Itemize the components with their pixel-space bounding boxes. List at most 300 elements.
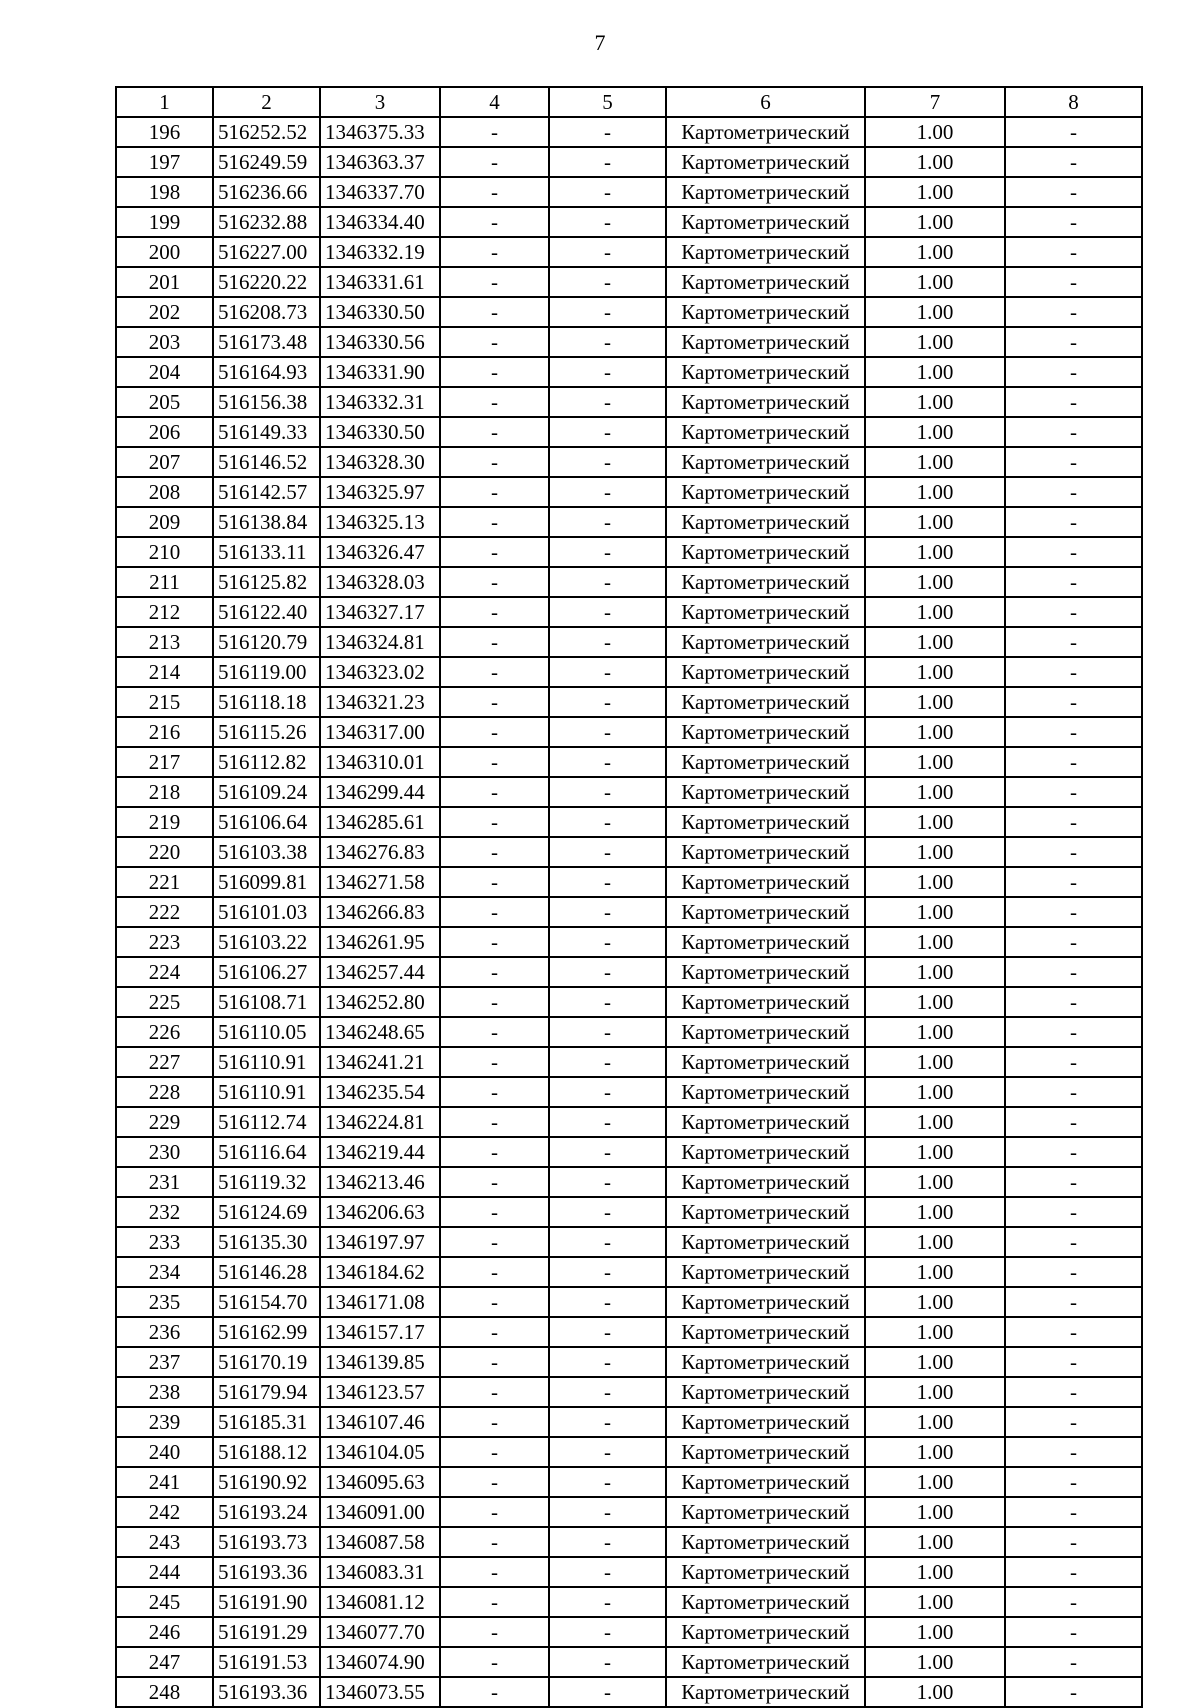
- y-coordinate-cell: 1346330.56: [320, 327, 440, 357]
- point-number-cell: 244: [116, 1557, 213, 1587]
- accuracy-cell: 1.00: [865, 897, 1005, 927]
- column-header: 1: [116, 87, 213, 117]
- col4-cell: -: [440, 657, 549, 687]
- method-cell: Картометрический: [666, 717, 865, 747]
- point-number-cell: 238: [116, 1377, 213, 1407]
- point-number-cell: 203: [116, 327, 213, 357]
- method-cell: Картометрический: [666, 1557, 865, 1587]
- table-row: [116, 357, 1142, 387]
- accuracy-cell: 1.00: [865, 237, 1005, 267]
- x-coordinate-cell: 516115.26: [213, 717, 320, 747]
- point-number-cell: 220: [116, 837, 213, 867]
- table-row: [116, 1107, 1142, 1137]
- col4-cell: -: [440, 1047, 549, 1077]
- col5-cell: -: [549, 1437, 666, 1467]
- y-coordinate-cell: 1346083.31: [320, 1557, 440, 1587]
- x-coordinate-cell: 516252.52: [213, 117, 320, 147]
- accuracy-cell: 1.00: [865, 117, 1005, 147]
- col5-cell: -: [549, 387, 666, 417]
- accuracy-cell: 1.00: [865, 357, 1005, 387]
- col4-cell: -: [440, 267, 549, 297]
- y-coordinate-cell: 1346375.33: [320, 117, 440, 147]
- col4-cell: -: [440, 597, 549, 627]
- col8-cell: -: [1005, 567, 1142, 597]
- point-number-cell: 232: [116, 1197, 213, 1227]
- point-number-cell: 242: [116, 1497, 213, 1527]
- table-row: [116, 687, 1142, 717]
- y-coordinate-cell: 1346087.58: [320, 1527, 440, 1557]
- col4-cell: -: [440, 1617, 549, 1647]
- method-cell: Картометрический: [666, 1587, 865, 1617]
- accuracy-cell: 1.00: [865, 327, 1005, 357]
- method-cell: Картометрический: [666, 1077, 865, 1107]
- accuracy-cell: 1.00: [865, 927, 1005, 957]
- method-cell: Картометрический: [666, 1197, 865, 1227]
- col4-cell: -: [440, 1497, 549, 1527]
- col5-cell: -: [549, 1017, 666, 1047]
- point-number-cell: 246: [116, 1617, 213, 1647]
- accuracy-cell: 1.00: [865, 297, 1005, 327]
- y-coordinate-cell: 1346323.02: [320, 657, 440, 687]
- col5-cell: -: [549, 1077, 666, 1107]
- y-coordinate-cell: 1346271.58: [320, 867, 440, 897]
- col4-cell: -: [440, 1557, 549, 1587]
- col8-cell: -: [1005, 927, 1142, 957]
- accuracy-cell: 1.00: [865, 1227, 1005, 1257]
- y-coordinate-cell: 1346363.37: [320, 147, 440, 177]
- point-number-cell: 218: [116, 777, 213, 807]
- col5-cell: -: [549, 807, 666, 837]
- method-cell: Картометрический: [666, 777, 865, 807]
- accuracy-cell: 1.00: [865, 1437, 1005, 1467]
- accuracy-cell: 1.00: [865, 987, 1005, 1017]
- column-header: 4: [440, 87, 549, 117]
- accuracy-cell: 1.00: [865, 1317, 1005, 1347]
- point-number-cell: 211: [116, 567, 213, 597]
- accuracy-cell: 1.00: [865, 1377, 1005, 1407]
- col4-cell: -: [440, 1197, 549, 1227]
- y-coordinate-cell: 1346107.46: [320, 1407, 440, 1437]
- table-row: [116, 267, 1142, 297]
- col8-cell: -: [1005, 1677, 1142, 1707]
- y-coordinate-cell: 1346285.61: [320, 807, 440, 837]
- accuracy-cell: 1.00: [865, 537, 1005, 567]
- x-coordinate-cell: 516109.24: [213, 777, 320, 807]
- column-header: 8: [1005, 87, 1142, 117]
- col8-cell: -: [1005, 537, 1142, 567]
- col4-cell: -: [440, 1347, 549, 1377]
- col5-cell: -: [549, 717, 666, 747]
- col8-cell: -: [1005, 1587, 1142, 1617]
- method-cell: Картометрический: [666, 1677, 865, 1707]
- table-row: [116, 447, 1142, 477]
- y-coordinate-cell: 1346248.65: [320, 1017, 440, 1047]
- table-row: [116, 777, 1142, 807]
- col5-cell: -: [549, 1497, 666, 1527]
- x-coordinate-cell: 516249.59: [213, 147, 320, 177]
- table-row: [116, 1017, 1142, 1047]
- method-cell: Картометрический: [666, 267, 865, 297]
- col4-cell: -: [440, 717, 549, 747]
- table-row: [116, 1257, 1142, 1287]
- point-number-cell: 212: [116, 597, 213, 627]
- x-coordinate-cell: 516125.82: [213, 567, 320, 597]
- method-cell: Картометрический: [666, 477, 865, 507]
- y-coordinate-cell: 1346241.21: [320, 1047, 440, 1077]
- y-coordinate-cell: 1346332.31: [320, 387, 440, 417]
- accuracy-cell: 1.00: [865, 957, 1005, 987]
- y-coordinate-cell: 1346257.44: [320, 957, 440, 987]
- col8-cell: -: [1005, 417, 1142, 447]
- point-number-cell: 216: [116, 717, 213, 747]
- col8-cell: -: [1005, 987, 1142, 1017]
- x-coordinate-cell: 516236.66: [213, 177, 320, 207]
- x-coordinate-cell: 516162.99: [213, 1317, 320, 1347]
- col5-cell: -: [549, 1047, 666, 1077]
- point-number-cell: 219: [116, 807, 213, 837]
- table-row: [116, 957, 1142, 987]
- table-row: [116, 1437, 1142, 1467]
- column-header: 3: [320, 87, 440, 117]
- x-coordinate-cell: 516103.22: [213, 927, 320, 957]
- x-coordinate-cell: 516193.24: [213, 1497, 320, 1527]
- method-cell: Картометрический: [666, 1137, 865, 1167]
- x-coordinate-cell: 516112.82: [213, 747, 320, 777]
- method-cell: Картометрический: [666, 207, 865, 237]
- y-coordinate-cell: 1346310.01: [320, 747, 440, 777]
- accuracy-cell: 1.00: [865, 417, 1005, 447]
- col5-cell: -: [549, 297, 666, 327]
- table-row: [116, 537, 1142, 567]
- y-coordinate-cell: 1346332.19: [320, 237, 440, 267]
- col5-cell: -: [549, 597, 666, 627]
- point-number-cell: 197: [116, 147, 213, 177]
- col8-cell: -: [1005, 657, 1142, 687]
- table-row: [116, 1557, 1142, 1587]
- accuracy-cell: 1.00: [865, 207, 1005, 237]
- table-row: [116, 507, 1142, 537]
- col8-cell: -: [1005, 867, 1142, 897]
- y-coordinate-cell: 1346206.63: [320, 1197, 440, 1227]
- x-coordinate-cell: 516106.64: [213, 807, 320, 837]
- col8-cell: -: [1005, 357, 1142, 387]
- col5-cell: -: [549, 1257, 666, 1287]
- table-row: [116, 1077, 1142, 1107]
- accuracy-cell: 1.00: [865, 1167, 1005, 1197]
- x-coordinate-cell: 516119.32: [213, 1167, 320, 1197]
- x-coordinate-cell: 516193.36: [213, 1677, 320, 1707]
- accuracy-cell: 1.00: [865, 1677, 1005, 1707]
- col4-cell: -: [440, 357, 549, 387]
- point-number-cell: 202: [116, 297, 213, 327]
- y-coordinate-cell: 1346081.12: [320, 1587, 440, 1617]
- col5-cell: -: [549, 177, 666, 207]
- table-header: [116, 87, 1142, 117]
- table-row: [116, 897, 1142, 927]
- method-cell: Картометрический: [666, 357, 865, 387]
- col5-cell: -: [549, 327, 666, 357]
- point-number-cell: 201: [116, 267, 213, 297]
- col4-cell: -: [440, 207, 549, 237]
- accuracy-cell: 1.00: [865, 1047, 1005, 1077]
- table-row: [116, 1047, 1142, 1077]
- y-coordinate-cell: 1346157.17: [320, 1317, 440, 1347]
- col5-cell: -: [549, 1227, 666, 1257]
- col5-cell: -: [549, 117, 666, 147]
- table-row: [116, 1497, 1142, 1527]
- table-body: [116, 117, 1142, 1707]
- point-number-cell: 206: [116, 417, 213, 447]
- method-cell: Картометрический: [666, 1437, 865, 1467]
- point-number-cell: 243: [116, 1527, 213, 1557]
- point-number-cell: 209: [116, 507, 213, 537]
- method-cell: Картометрический: [666, 687, 865, 717]
- point-number-cell: 225: [116, 987, 213, 1017]
- y-coordinate-cell: 1346235.54: [320, 1077, 440, 1107]
- method-cell: Картометрический: [666, 927, 865, 957]
- x-coordinate-cell: 516188.12: [213, 1437, 320, 1467]
- x-coordinate-cell: 516101.03: [213, 897, 320, 927]
- column-header: 6: [666, 87, 865, 117]
- point-number-cell: 205: [116, 387, 213, 417]
- point-number-cell: 210: [116, 537, 213, 567]
- accuracy-cell: 1.00: [865, 177, 1005, 207]
- point-number-cell: 224: [116, 957, 213, 987]
- table-row: [116, 147, 1142, 177]
- col4-cell: -: [440, 1587, 549, 1617]
- x-coordinate-cell: 516110.91: [213, 1047, 320, 1077]
- table-row: [116, 1317, 1142, 1347]
- col8-cell: -: [1005, 837, 1142, 867]
- table-row: [116, 1377, 1142, 1407]
- col4-cell: -: [440, 747, 549, 777]
- y-coordinate-cell: 1346184.62: [320, 1257, 440, 1287]
- col4-cell: -: [440, 1077, 549, 1107]
- col5-cell: -: [549, 867, 666, 897]
- y-coordinate-cell: 1346091.00: [320, 1497, 440, 1527]
- table-row: [116, 1467, 1142, 1497]
- method-cell: Картометрический: [666, 567, 865, 597]
- col8-cell: -: [1005, 327, 1142, 357]
- column-header: 5: [549, 87, 666, 117]
- col4-cell: -: [440, 957, 549, 987]
- y-coordinate-cell: 1346325.97: [320, 477, 440, 507]
- col5-cell: -: [549, 477, 666, 507]
- method-cell: Картометрический: [666, 837, 865, 867]
- col8-cell: -: [1005, 1527, 1142, 1557]
- x-coordinate-cell: 516146.28: [213, 1257, 320, 1287]
- x-coordinate-cell: 516110.05: [213, 1017, 320, 1047]
- method-cell: Картометрический: [666, 1317, 865, 1347]
- col5-cell: -: [549, 1467, 666, 1497]
- y-coordinate-cell: 1346337.70: [320, 177, 440, 207]
- point-number-cell: 234: [116, 1257, 213, 1287]
- col5-cell: -: [549, 777, 666, 807]
- x-coordinate-cell: 516120.79: [213, 627, 320, 657]
- table-row: [116, 987, 1142, 1017]
- point-number-cell: 228: [116, 1077, 213, 1107]
- table-row: [116, 1677, 1142, 1707]
- col8-cell: -: [1005, 1437, 1142, 1467]
- accuracy-cell: 1.00: [865, 1617, 1005, 1647]
- col5-cell: -: [549, 747, 666, 777]
- col4-cell: -: [440, 327, 549, 357]
- col4-cell: -: [440, 1167, 549, 1197]
- col5-cell: -: [549, 1107, 666, 1137]
- col8-cell: -: [1005, 1497, 1142, 1527]
- x-coordinate-cell: 516119.00: [213, 657, 320, 687]
- col4-cell: -: [440, 237, 549, 267]
- y-coordinate-cell: 1346326.47: [320, 537, 440, 567]
- col4-cell: -: [440, 837, 549, 867]
- accuracy-cell: 1.00: [865, 597, 1005, 627]
- x-coordinate-cell: 516208.73: [213, 297, 320, 327]
- col8-cell: -: [1005, 627, 1142, 657]
- accuracy-cell: 1.00: [865, 1647, 1005, 1677]
- table-row: [116, 747, 1142, 777]
- col5-cell: -: [549, 687, 666, 717]
- table-row: [116, 417, 1142, 447]
- col8-cell: -: [1005, 1287, 1142, 1317]
- y-coordinate-cell: 1346261.95: [320, 927, 440, 957]
- point-number-cell: 237: [116, 1347, 213, 1377]
- page-number: 7: [594, 30, 606, 55]
- col4-cell: -: [440, 147, 549, 177]
- col5-cell: -: [549, 1407, 666, 1437]
- col5-cell: -: [549, 957, 666, 987]
- col8-cell: -: [1005, 1647, 1142, 1677]
- x-coordinate-cell: 516164.93: [213, 357, 320, 387]
- x-coordinate-cell: 516110.91: [213, 1077, 320, 1107]
- col8-cell: -: [1005, 477, 1142, 507]
- col4-cell: -: [440, 1527, 549, 1557]
- method-cell: Картометрический: [666, 1287, 865, 1317]
- col8-cell: -: [1005, 267, 1142, 297]
- accuracy-cell: 1.00: [865, 1137, 1005, 1167]
- table-row: [116, 477, 1142, 507]
- col5-cell: -: [549, 1197, 666, 1227]
- point-number-cell: 245: [116, 1587, 213, 1617]
- col4-cell: -: [440, 1647, 549, 1677]
- point-number-cell: 236: [116, 1317, 213, 1347]
- x-coordinate-cell: 516118.18: [213, 687, 320, 717]
- point-number-cell: 213: [116, 627, 213, 657]
- point-number-cell: 235: [116, 1287, 213, 1317]
- col4-cell: -: [440, 567, 549, 597]
- accuracy-cell: 1.00: [865, 567, 1005, 597]
- point-number-cell: 221: [116, 867, 213, 897]
- col8-cell: -: [1005, 1107, 1142, 1137]
- point-number-cell: 229: [116, 1107, 213, 1137]
- col4-cell: -: [440, 1257, 549, 1287]
- point-number-cell: 200: [116, 237, 213, 267]
- table-row: [116, 327, 1142, 357]
- y-coordinate-cell: 1346077.70: [320, 1617, 440, 1647]
- x-coordinate-cell: 516154.70: [213, 1287, 320, 1317]
- x-coordinate-cell: 516156.38: [213, 387, 320, 417]
- method-cell: Картометрический: [666, 1377, 865, 1407]
- table-row: [116, 867, 1142, 897]
- y-coordinate-cell: 1346104.05: [320, 1437, 440, 1467]
- x-coordinate-cell: 516122.40: [213, 597, 320, 627]
- point-number-cell: 240: [116, 1437, 213, 1467]
- x-coordinate-cell: 516193.73: [213, 1527, 320, 1557]
- point-number-cell: 231: [116, 1167, 213, 1197]
- accuracy-cell: 1.00: [865, 447, 1005, 477]
- col5-cell: -: [549, 1617, 666, 1647]
- y-coordinate-cell: 1346074.90: [320, 1647, 440, 1677]
- y-coordinate-cell: 1346299.44: [320, 777, 440, 807]
- col8-cell: -: [1005, 147, 1142, 177]
- col8-cell: -: [1005, 957, 1142, 987]
- col4-cell: -: [440, 627, 549, 657]
- method-cell: Картометрический: [666, 867, 865, 897]
- y-coordinate-cell: 1346276.83: [320, 837, 440, 867]
- method-cell: Картометрический: [666, 597, 865, 627]
- x-coordinate-cell: 516099.81: [213, 867, 320, 897]
- point-number-cell: 217: [116, 747, 213, 777]
- col4-cell: -: [440, 807, 549, 837]
- y-coordinate-cell: 1346266.83: [320, 897, 440, 927]
- point-number-cell: 215: [116, 687, 213, 717]
- accuracy-cell: 1.00: [865, 1077, 1005, 1107]
- accuracy-cell: 1.00: [865, 627, 1005, 657]
- table-row: [116, 717, 1142, 747]
- method-cell: Картометрический: [666, 1497, 865, 1527]
- col8-cell: -: [1005, 1197, 1142, 1227]
- table-row: [116, 237, 1142, 267]
- y-coordinate-cell: 1346325.13: [320, 507, 440, 537]
- x-coordinate-cell: 516220.22: [213, 267, 320, 297]
- col8-cell: -: [1005, 1377, 1142, 1407]
- x-coordinate-cell: 516108.71: [213, 987, 320, 1017]
- method-cell: Картометрический: [666, 387, 865, 417]
- x-coordinate-cell: 516138.84: [213, 507, 320, 537]
- method-cell: Картометрический: [666, 447, 865, 477]
- column-header: 2: [213, 87, 320, 117]
- col4-cell: -: [440, 1227, 549, 1257]
- col5-cell: -: [549, 1557, 666, 1587]
- col4-cell: -: [440, 537, 549, 567]
- col5-cell: -: [549, 207, 666, 237]
- col8-cell: -: [1005, 1017, 1142, 1047]
- x-coordinate-cell: 516190.92: [213, 1467, 320, 1497]
- col8-cell: -: [1005, 717, 1142, 747]
- col4-cell: -: [440, 447, 549, 477]
- col5-cell: -: [549, 1587, 666, 1617]
- table-row: [116, 837, 1142, 867]
- col4-cell: -: [440, 297, 549, 327]
- col4-cell: -: [440, 927, 549, 957]
- col4-cell: -: [440, 1407, 549, 1437]
- method-cell: Картометрический: [666, 627, 865, 657]
- x-coordinate-cell: 516185.31: [213, 1407, 320, 1437]
- y-coordinate-cell: 1346330.50: [320, 297, 440, 327]
- table-row: [116, 387, 1142, 417]
- y-coordinate-cell: 1346219.44: [320, 1137, 440, 1167]
- x-coordinate-cell: 516191.90: [213, 1587, 320, 1617]
- col5-cell: -: [549, 987, 666, 1017]
- accuracy-cell: 1.00: [865, 687, 1005, 717]
- accuracy-cell: 1.00: [865, 717, 1005, 747]
- point-number-cell: 214: [116, 657, 213, 687]
- col8-cell: -: [1005, 1227, 1142, 1257]
- method-cell: Картометрический: [666, 237, 865, 267]
- method-cell: Картометрический: [666, 117, 865, 147]
- col5-cell: -: [549, 1377, 666, 1407]
- y-coordinate-cell: 1346331.90: [320, 357, 440, 387]
- method-cell: Картометрический: [666, 297, 865, 327]
